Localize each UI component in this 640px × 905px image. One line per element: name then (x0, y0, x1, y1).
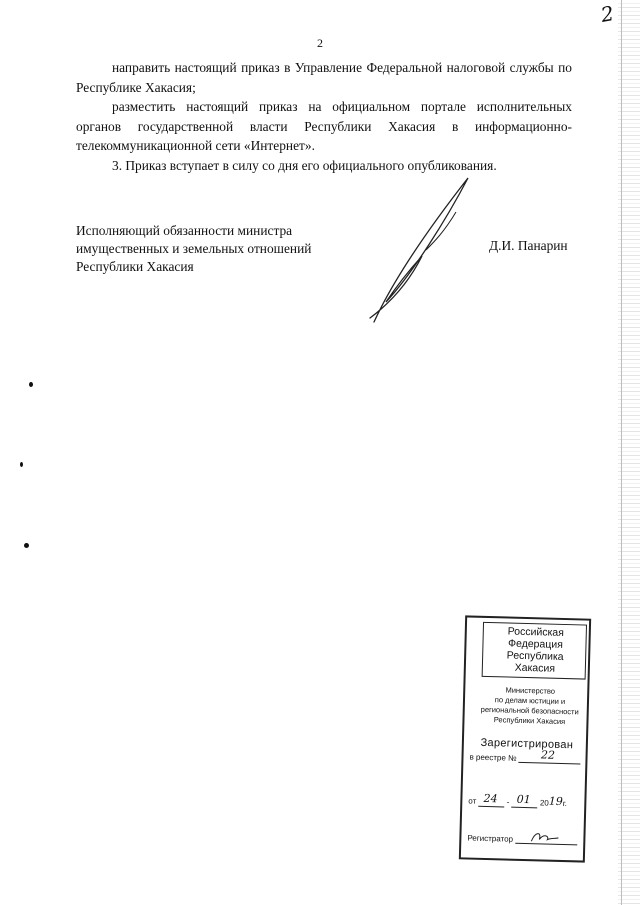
margin-mark (24, 543, 29, 548)
stamp-date-suffix: г. (562, 799, 568, 809)
stamp-date-prefix: от (468, 796, 477, 806)
stamp-ministry-line: региональной безопасности (480, 704, 579, 717)
stamp-registered-label: Зарегистрирован (480, 736, 574, 752)
stamp-registrar-line (467, 832, 577, 846)
stamp-date-year-prefix: 20 (539, 798, 549, 808)
signer-title-line: Республики Хакасия (76, 259, 194, 274)
stamp-date-day: 24 (483, 791, 498, 806)
stamp-ministry (474, 685, 585, 728)
stamp-header (482, 622, 587, 680)
signer-title-line: Исполняющий обязанности министра (76, 223, 293, 238)
signer-title-line: имущественных и земельных отношений (76, 241, 312, 256)
stamp-ministry-line: Республики Хакасия (493, 715, 566, 727)
signer-name: Д.И. Панарин (489, 238, 568, 253)
paragraph: направить настоящий приказ в Управление Федеральной налоговой службы по Республике Хакасия; (76, 60, 572, 95)
margin-mark (29, 382, 33, 387)
stamp-header-line: Российская Федерация (507, 625, 565, 651)
stamp-registry-number: 22 (540, 748, 556, 762)
stamp-ministry-line: по делам юстиции и (494, 695, 566, 707)
page-number: 2 (317, 36, 323, 50)
stamp-ministry-line: Министерство (505, 685, 556, 696)
body-text (76, 58, 572, 175)
stamp-date-year: 19 (548, 794, 563, 809)
stamp-registry-line (469, 748, 581, 765)
stamp-date-line: от 24 - 01 2019г. (468, 791, 568, 809)
paragraph: 3. Приказ вступает в силу со дня его официального опубликования. (112, 157, 497, 173)
registrar-signature (529, 829, 559, 844)
paragraph: разместить настоящий приказ на официальном портале исполнительных органов государственной власти Республики Хакасия в информационно-телекоммуникационной сети «Интернет». (76, 99, 572, 153)
margin-mark (20, 462, 23, 467)
registration-stamp (459, 615, 591, 862)
stamp-date-month: 01 (516, 792, 531, 807)
handwritten-page-number: 2 (599, 1, 616, 27)
scan-edge-line (621, 0, 622, 905)
stamp-registry-label: в реестре № (469, 752, 517, 763)
handwritten-signature (360, 172, 480, 332)
signer-title (76, 222, 311, 276)
stamp-registrar-label: Регистратор (467, 833, 514, 844)
stamp-header-line: Республика Хакасия (506, 649, 564, 675)
